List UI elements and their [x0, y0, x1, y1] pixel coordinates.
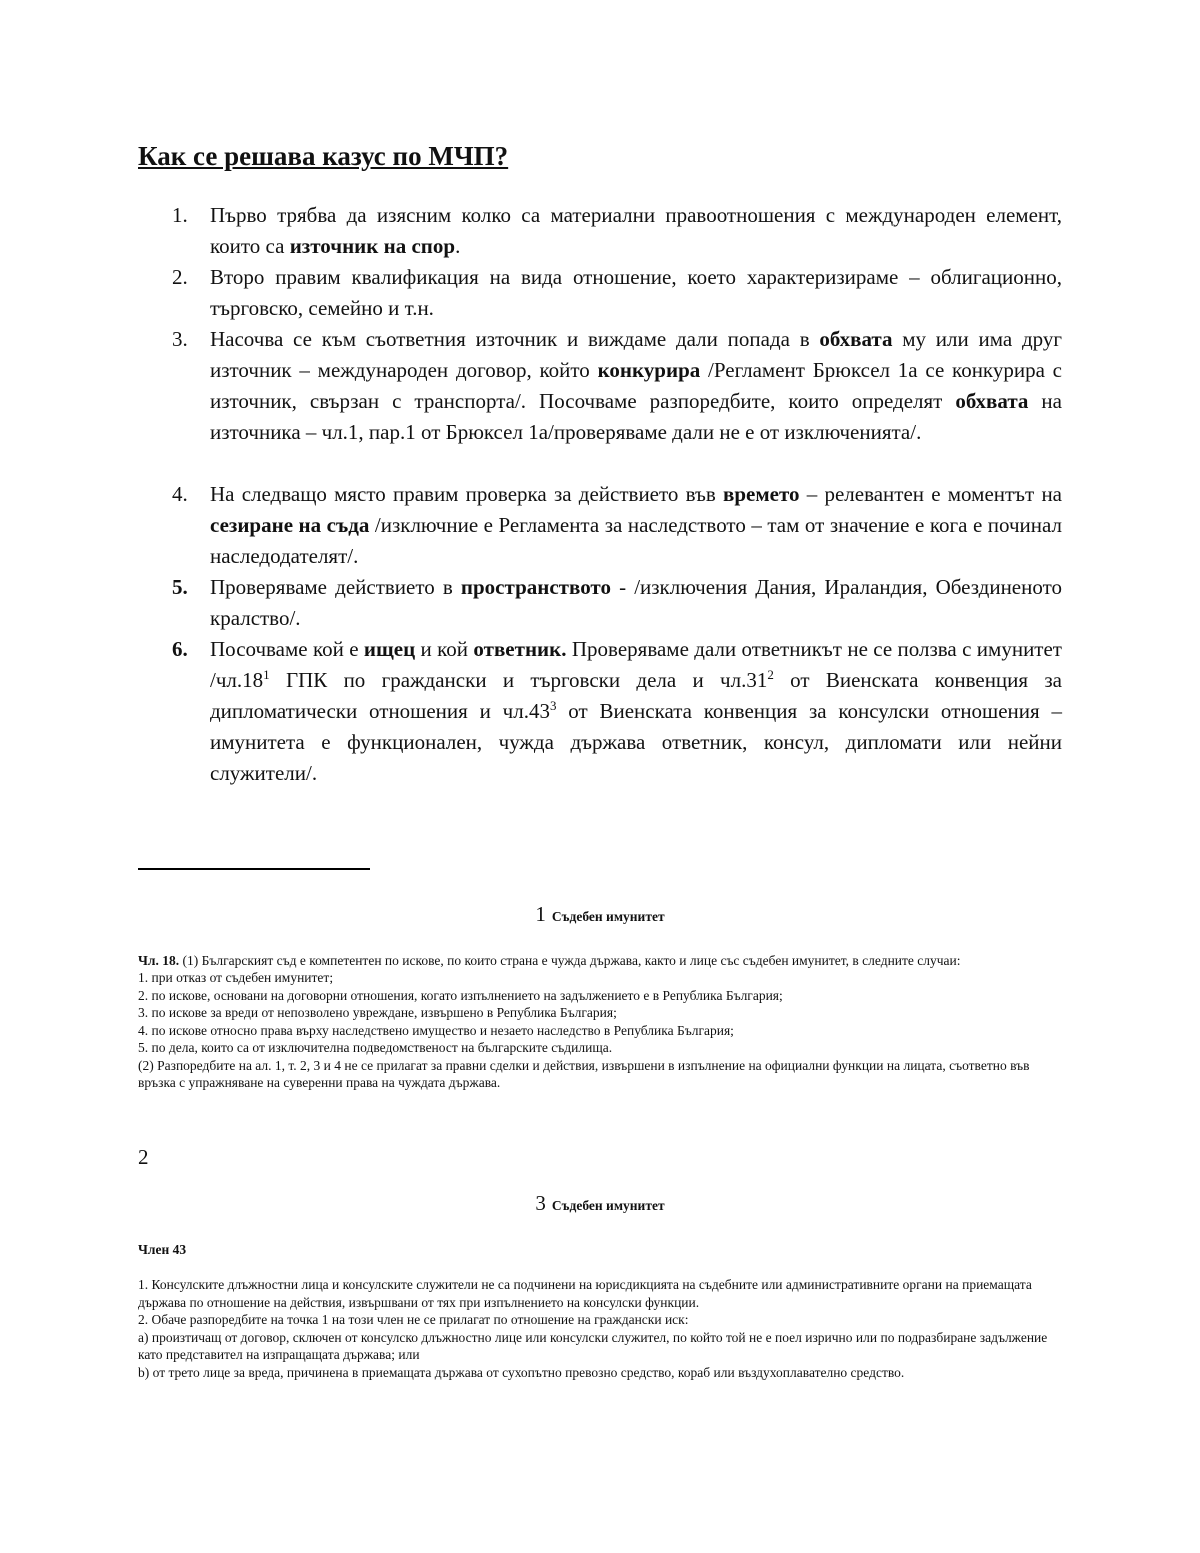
- item-emphasis: сезиране на съда: [210, 513, 370, 537]
- page-title: Как се решава казус по МЧП?: [138, 141, 509, 171]
- footnote-heading-text: Съдебен имунитет: [551, 909, 665, 924]
- list-item: [172, 572, 1062, 634]
- footnote-line: 4. по искове относно права върху наследствено имущество и незаето наследство в Република България;: [138, 1022, 734, 1038]
- item-emphasis: пространството: [460, 575, 611, 599]
- item-text: – релевантен е моментът на: [799, 482, 1062, 506]
- item-emphasis: ответник.: [473, 637, 567, 661]
- item-number: 2.: [172, 265, 188, 289]
- footnote-ref: 2: [767, 667, 774, 682]
- footnote-line: 2. по искове, основани на договорни отношения, когато изпълнението на задължението е в Република България;: [138, 987, 783, 1003]
- item-text: Посочваме кой е: [210, 637, 364, 661]
- item-number: 3.: [172, 327, 188, 351]
- item-emphasis: времето: [723, 482, 800, 506]
- footnote-line: b) от трето лице за вреда, причинена в приемащата държава от сухопътно превозно средство, кораб или въздухоплавателно средство.: [138, 1364, 905, 1380]
- item-text: Проверяваме дали ответникът не се ползва с имунитет /чл.18: [210, 637, 1062, 692]
- footnote-line: a) произтичащ от договор, сключен от консулско длъжностно лице или консулски служител, по който той не е поел изрично или по подразбиране задължение като представител на изпращащата държава; или: [138, 1329, 1048, 1362]
- article-title: Чл. 18.: [138, 952, 180, 968]
- footnote-ref: 1: [263, 667, 270, 682]
- item-text: от Виенската конвенция за консулски отношения – имунитета е функционален, чужда държава ответник, консул, дипломати или нейни служители/.: [210, 699, 1062, 785]
- footnote-heading: [138, 1191, 1062, 1215]
- item-text: Насочва се към съответния източник и виждаме дали попада в: [210, 327, 820, 351]
- footnote-line: (2) Разпоредбите на ал. 1, т. 2, 3 и 4 не се прилагат за правни сделки и действия, извършени в изпълнение на официални функции на лицата, съответно във връзка с упражняване на суверенни права на чуждата държава.: [138, 1057, 1030, 1090]
- footnote-line: 5. по дела, които са от изключителна подведомственост на българските съдилища.: [138, 1040, 613, 1055]
- item-text: Първо трябва да изясним колко са материални правоотношения с международен елемент, които са: [210, 203, 1062, 258]
- item-text: от Виенската конвенция за дипломатически отношения и чл.43: [210, 668, 1062, 723]
- item-number: 5.: [172, 575, 188, 599]
- list-item: [172, 479, 1062, 572]
- item-text: На следващо място правим проверка за действието във: [210, 482, 724, 506]
- item-text: /Регламент Брюксел 1а се конкурира с източник, свързан с транспорта/. Посочваме разпоредбите, които определят: [210, 358, 1062, 413]
- list-item: [172, 634, 1062, 789]
- list-item: [172, 324, 1062, 479]
- footnote-separator: [138, 868, 370, 870]
- item-number: 4.: [172, 482, 188, 506]
- footnote-heading-text: Съдебен имунитет: [551, 1198, 665, 1213]
- footnote-line: 2. Обаче разпоредбите на точка 1 на този член не се прилагат по отношение на граждански иск:: [138, 1312, 689, 1327]
- list-item: [172, 200, 1062, 262]
- item-text: /изключние е Регламента за наследството – там от значение е кога е починал наследодателят/.: [210, 513, 1062, 568]
- footnote-3: [138, 1191, 1062, 1381]
- footnote-ref: 3: [549, 698, 557, 713]
- footnote-line: 1. Консулските длъжностни лица и консулските служители не са подчинени на юрисдикцията на съдебните или административните органи на приемащата държава по отношение на действия, извършвани от тях при изпълнението на консулски функции.: [138, 1277, 1032, 1310]
- footnote-line: 3. по искове за вреди от непозволено увреждане, извършено в Република България;: [138, 1005, 617, 1020]
- item-text: на източника – чл.1, пар.1 от Брюксел 1а/проверяваме дали не е от изключенията/.: [210, 389, 1062, 444]
- article-title: Член 43: [138, 1241, 187, 1257]
- list-item: [172, 262, 1062, 324]
- item-text: - /изключения Дания, Ираландия, Обездиненото кралство/.: [210, 575, 1062, 630]
- footnote-2-number: 2: [138, 1145, 149, 1169]
- steps-list: [172, 200, 1062, 789]
- item-text: .: [455, 234, 461, 258]
- item-text: му или има друг източник – международен договор, който: [210, 327, 1062, 382]
- item-emphasis: обхвата: [819, 327, 893, 351]
- item-number: 6.: [172, 637, 188, 661]
- footnote-line: 1. при отказ от съдебен имунитет;: [138, 970, 334, 985]
- footnote-1: [138, 902, 1062, 1092]
- item-text: Второ правим квалификация на вида отношение, което характеризираме – облигационно, търговско, семейно и т.н.: [210, 265, 1062, 320]
- footnote-number: 1: [535, 902, 546, 926]
- item-emphasis: обхвата: [955, 389, 1029, 413]
- item-number: 1.: [172, 203, 188, 227]
- footnote-paragraph: [138, 952, 1062, 970]
- item-text: ГПК по граждански и търговски дела и чл.31: [269, 668, 768, 692]
- footnote-heading: [138, 902, 1062, 926]
- item-emphasis: източник на спор: [289, 234, 456, 258]
- item-text: и кой: [415, 637, 474, 661]
- item-emphasis: ищец: [363, 637, 416, 661]
- footnote-number: 3: [535, 1191, 546, 1215]
- item-emphasis: конкурира: [597, 358, 701, 382]
- item-text: Проверяваме действието в: [210, 575, 461, 599]
- footnote-line: (1) Българският съд е компетентен по искове, по които страна е чужда държава, както и лице със съдебен имунитет, в следните случаи:: [179, 952, 961, 968]
